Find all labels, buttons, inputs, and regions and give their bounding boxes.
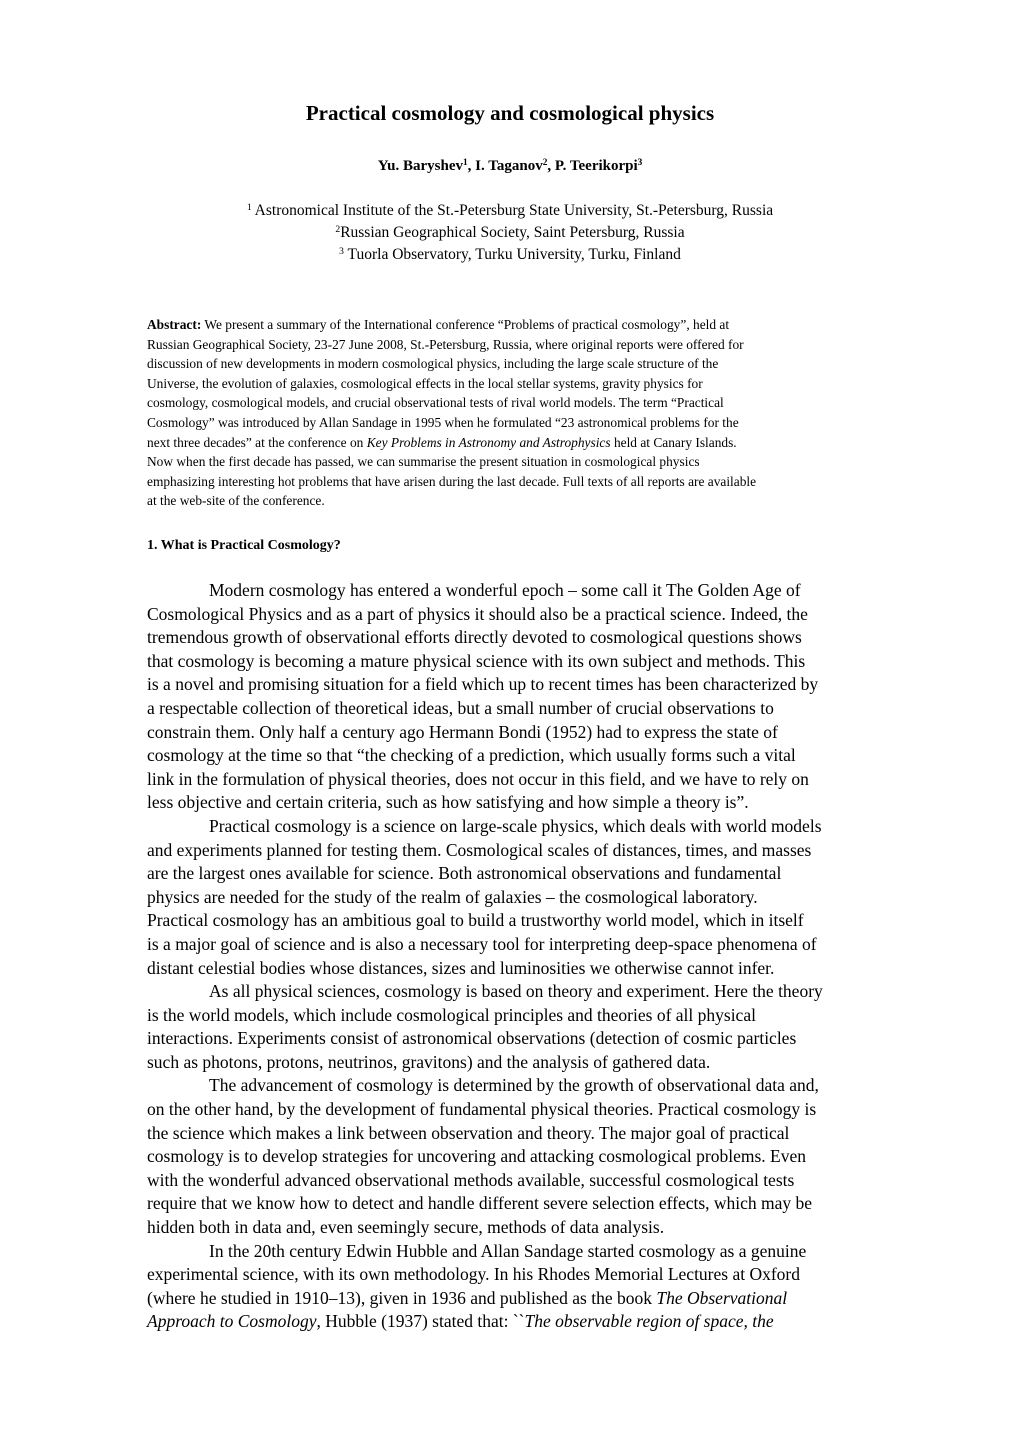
abstract-line: Abstract: We present a summary of the International conference “Problems of practical cosmology”, held at [147,317,730,332]
author-affiliation-mark: 1 [463,158,468,169]
abstract-line: Cosmology” was introduced by Allan Sandage in 1995 when he formulated “23 astronomical problems for the [147,414,739,430]
book-title: Approach to Cosmology [147,1311,317,1332]
body-line: The advancement of cosmology is determined by the growth of observational data and, [209,1075,819,1096]
body-line: cosmology is to develop strategies for uncovering and attacking cosmological problems. Even [147,1146,807,1167]
body-line: require that we know how to detect and handle different severe selection effects, which may be [147,1193,813,1214]
author-name: P. Teerikorpi [554,158,638,174]
body-line: experimental science, with its own methodology. In his Rhodes Memorial Lectures at Oxford [147,1264,801,1285]
body-line: In the 20th century Edwin Hubble and Allan Sandage started cosmology as a genuine [209,1240,807,1261]
abstract-line: at the web-site of the conference. [147,493,325,509]
abstract-line: Universe, the evolution of galaxies, cosmological effects in the local stellar systems, gravity physics for [147,375,703,391]
book-title: The Observational [656,1287,788,1308]
abstract-line: discussion of new developments in modern cosmological physics, including the large scale structure of the [147,356,719,372]
body-line: the science which makes a link between observation and theory. The major goal of practical [147,1122,790,1143]
body-line: distant celestial bodies whose distances, sizes and luminosities we otherwise cannot infer. [147,957,775,978]
quotation: The observable region of space, the [524,1311,774,1332]
abstract-line: Russian Geographical Society, 23-27 June 2008, St.-Petersburg, Russia, where original reports were offered for [147,336,744,352]
author-name: I. Taganov [475,158,543,174]
body-line: that cosmology is becoming a mature physical science with its own subject and methods. This [147,650,806,671]
section-heading: 1. What is Practical Cosmology? [147,538,341,553]
author-affiliation-mark: 3 [637,158,643,169]
body-line: such as photons, protons, neutrinos, gravitons) and the analysis of gathered data. [147,1051,711,1072]
author-affiliation-mark: 2 [542,158,548,169]
abstract-line: Now when the first decade has passed, we can summarise the present situation in cosmological physics [147,454,700,470]
affiliation: $^1$ Astronomical Institute of the St.-Petersburg State University, St.-Petersburg, Russia [246,202,774,219]
body-line: is a novel and promising situation for a field which up to recent times has been characterized by [147,674,819,695]
affiliation: $^3$ Tuorla Observatory, Turku University, Turku, Finland [339,246,681,263]
body-line: (where he studied in 1910–13), given in 1936 and published as the book The Observational [147,1287,788,1308]
body-line: hidden both in data and, even seemingly secure, methods of data analysis. [147,1217,665,1238]
body-line: interactions. Experiments consist of astronomical observations (detection of cosmic particles [147,1028,797,1049]
body-line: is the world models, which include cosmological principles and theories of all physical [147,1004,756,1025]
body-line: are the largest ones available for science. Both astronomical observations and fundamental [147,863,782,884]
body-line: link in the formulation of physical theories, does not occur in this field, and we have to rely on [147,768,809,789]
body-line: is a major goal of science and is also a necessary tool for interpreting deep-space phenomena of [147,933,817,954]
affiliation: $^2$Russian Geographical Society, Saint Petersburg, Russia [335,224,685,241]
abstract-line: emphasizing interesting hot problems that have arisen during the last decade. Full texts of all reports are available [147,473,757,489]
body-line: constrain them. Only half a century ago Hermann Bondi (1952) had to express the state of [147,721,778,742]
body-line: Approach to Cosmology, Hubble (1937) stated that: ``The observable region of space, the [147,1311,774,1332]
body-line: on the other hand, by the development of fundamental physical theories. Practical cosmology is [147,1099,817,1120]
body-line: tremendous growth of observational efforts directly devoted to cosmological questions shows [147,627,802,648]
abstract-line: next three decades” at the conference on Key Problems in Astronomy and Astrophysics held at Canary Islands. [147,434,737,450]
body-text [147,579,947,1334]
body-line: Cosmological Physics and as a part of physics it should also be a practical science. Indeed, the [147,603,808,624]
body-line: Modern cosmology has entered a wonderful epoch – some call it The Golden Age of [209,580,801,600]
body-line: As all physical sciences, cosmology is based on theory and experiment. Here the theory [209,981,823,1002]
abstract-label: Abstract: [147,317,202,332]
abstract-line: cosmology, cosmological models, and crucial observational tests of rival world models. The term “Practical [147,395,724,411]
body-line: Practical cosmology has an ambitious goal to build a trustworthy world model, which in itself [147,910,804,931]
paper-title: Practical cosmology and cosmological physics [305,101,715,125]
body-line: cosmology at the time so that “the checking of a prediction, which usually forms such a vital [147,745,796,766]
abstract [147,315,927,511]
body-line: and experiments planned for testing them. Cosmological scales of distances, times, and masses [147,839,812,860]
affiliation-list [0,200,1020,266]
conference-title: Key Problems in Astronomy and Astrophysics [366,434,611,450]
author-name: Yu. Baryshev [377,158,463,174]
body-line: less objective and certain criteria, such as how satisfying and how simple a theory is”. [147,792,749,813]
body-line: Practical cosmology is a science on large-scale physics, which deals with world models [209,815,822,836]
body-line: with the wonderful advanced observational methods available, successful cosmological tests [147,1169,795,1190]
body-line: a respectable collection of theoretical ideas, but a small number of crucial observations to [147,697,774,718]
body-line: physics are needed for the study of the realm of galaxies – the cosmological laboratory. [147,886,758,907]
author-list: Yu. Baryshev$^1$, I. Taganov$^2$, P. Teerikorpi$^3$ [377,158,643,174]
